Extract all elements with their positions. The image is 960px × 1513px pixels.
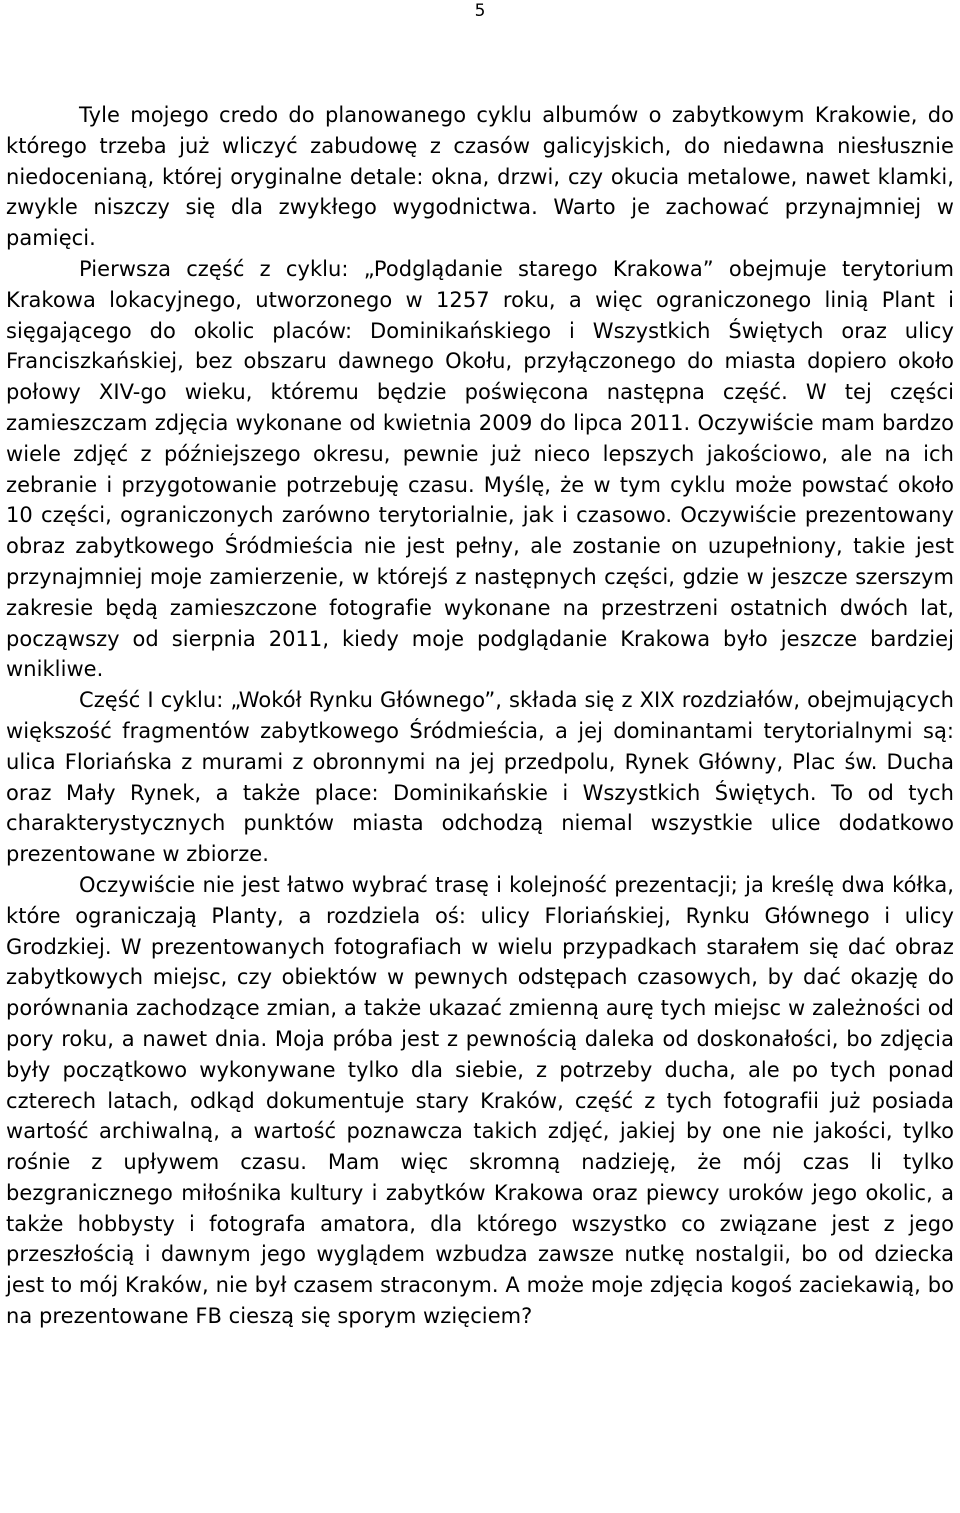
paragraph-credo: Tyle mojego credo do planowanego cyklu albumów o zabytkowym Krakowie, do którego trzeba już wliczyć zabudowę z czasów galicyjskich, do niedawna niesłusznie niedocenianą, której oryginalne detale: okna, drzwi, czy okucia metalowe, nawet klamki, zwykle niszczy się dla zwykłego wygodnictwa. Warto je zachować przynajmniej w pamięci. <box>6 103 954 251</box>
paragraph-part-one-scope: Pierwsza część z cyklu: „Podglądanie starego Krakowa” obejmuje terytorium Krakowa lokacyjnego, utworzonego w 1257 roku, a więc ograniczonego linią Plant i sięgającego do okolic placów: Dominikańskiego i Wszystkich Świętych oraz ulicy Franciszkańskiej, bez obszaru dawnego Okołu, przyłączonego do miasta dopiero około połowy XIV-go wieku, któremu będzie poświęcona następna część. W tej części zamieszczam zdjęcia wykonane od kwietnia 2009 do lipca 2011. Oczywiście mam bardzo wiele zdjęć z późniejszego okresu, pewnie już nieco lepszych jakościowo, ale na ich zebranie i przygotowanie potrzebuję czasu. Myślę, że w tym cyklu może powstać około 10 części, ograniczonych zarówno terytorialnie, jak i czasowo. Oczywiście prezentowany obraz zabytkowego Śródmieścia nie jest pełny, ale zostanie on uzupełniony, takie jest przynajmniej moje zamierzenie, w którejś z następnych części, gdzie w jeszcze szerszym zakresie będą zamieszczone fotografie wykonane na przestrzeni ostatnich dwóch lat, począwszy od sierpnia 2011, kiedy moje podglądanie Krakowa było jeszcze bardziej wnikliwe. <box>6 256 954 682</box>
paragraph-route-and-hopes: Oczywiście nie jest łatwo wybrać trasę i kolejność prezentacji; ja kreślę dwa kółka, które ograniczają Planty, a rozdziela oś: ulicy Floriańskiej, Rynku Głównego i ulicy Grodzkiej. W prezentowanych fotografiach w wielu przypadkach starałem się dać obraz zabytkowych miejsc, czy obiektów w pewnych odstępach czasowych, by dać okazję do porównania zachodzące zmian, a także ukazać zmienną aurę tych miejsc w zależności od pory roku, a nawet dnia. Moja próba jest z pewnością daleka od doskonałości, bo zdjęcia były początkowo wykonywane tylko dla siebie, z potrzeby ducha, ale po tych ponad czterech latach, odkąd dokumentuje stary Kraków, część z tych fotografii już posiada wartość archiwalną, a wartość poznawcza takich zdjęć, jakiej by one nie jakości, tylko rośnie z upływem czasu. Mam więc skromną nadzieję, że mój czas li tylko bezgranicznego miłośnika kultury i zabytków Krakowa oraz piewcy uroków jego okolic, a także hobbysty i fotografa amatora, dla którego wszystko co związane jest z jego przeszłością i dawnym jego wyglądem wzbudza zawsze nutkę nostalgii, bo od dziecka jest to mój Kraków, nie był czasem straconym. A może moje zdjęcia kogoś zaciekawią, bo na prezentowane FB cieszą się sporym wzięciem? <box>6 872 954 1329</box>
document-body <box>6 100 954 1332</box>
page-number: 5 <box>474 1 486 21</box>
paragraph-part-one-chapters: Część I cyklu: „Wokół Rynku Głównego”, składa się z XIX rozdziałów, obejmujących większość fragmentów zabytkowego Śródmieścia, a jej dominantami terytorialnymi są: ulica Floriańska z murami z obronnymi na jej przedpolu, Rynek Główny, Plac św. Ducha oraz Mały Rynek, a także place: Dominikańskie i Wszystkich Świętych. To od tych charakterystycznych punktów miasta odchodzą niemal wszystkie ulice dodatkowo prezentowane w zbiorze. <box>6 688 954 867</box>
